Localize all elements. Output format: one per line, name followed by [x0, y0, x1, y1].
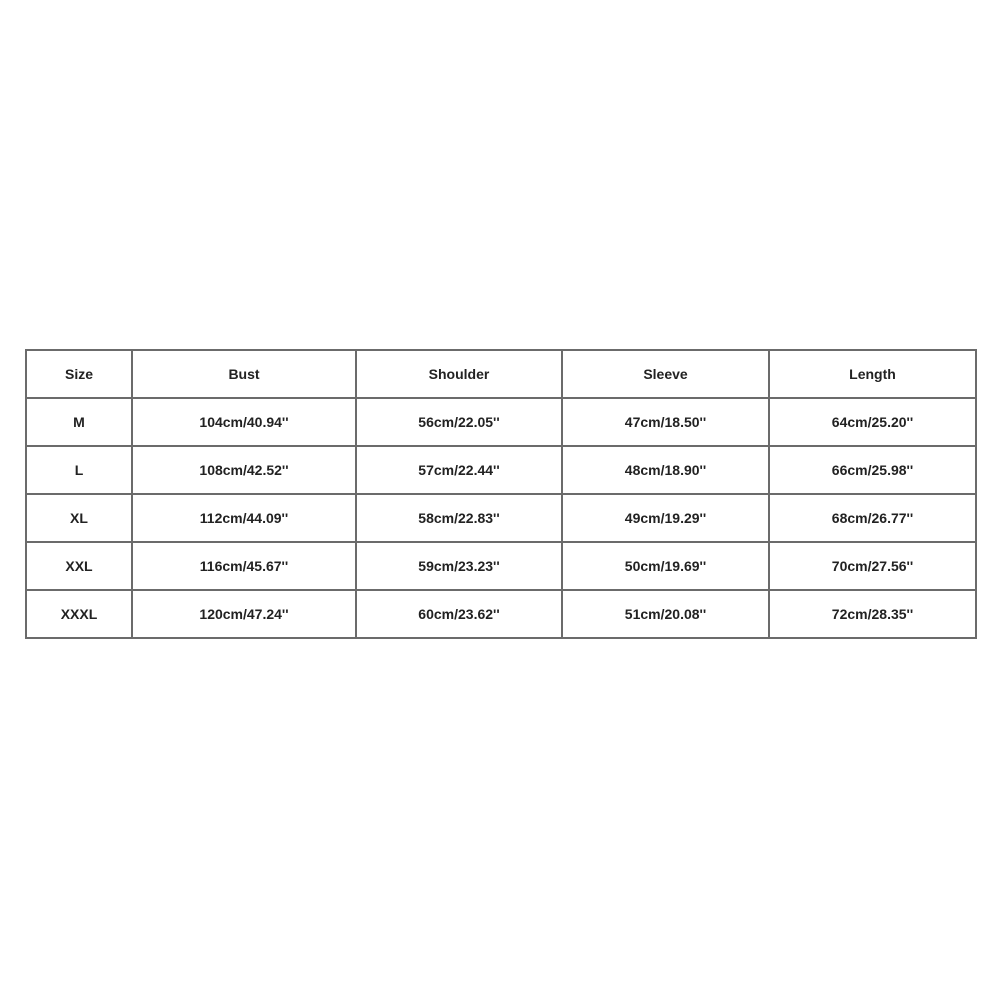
- header-shoulder: Shoulder: [356, 350, 562, 398]
- cell-shoulder: 58cm/22.83'': [356, 494, 562, 542]
- cell-sleeve: 50cm/19.69'': [562, 542, 769, 590]
- cell-size: XXL: [26, 542, 132, 590]
- table-row: [26, 398, 976, 446]
- cell-shoulder: 56cm/22.05'': [356, 398, 562, 446]
- cell-sleeve: 48cm/18.90'': [562, 446, 769, 494]
- table-row: [26, 494, 976, 542]
- cell-bust: 120cm/47.24'': [132, 590, 356, 638]
- cell-sleeve: 47cm/18.50'': [562, 398, 769, 446]
- cell-size: L: [26, 446, 132, 494]
- cell-shoulder: 60cm/23.62'': [356, 590, 562, 638]
- table-row: [26, 446, 976, 494]
- cell-bust: 112cm/44.09'': [132, 494, 356, 542]
- cell-length: 70cm/27.56'': [769, 542, 976, 590]
- cell-shoulder: 59cm/23.23'': [356, 542, 562, 590]
- size-chart-table: [25, 349, 977, 639]
- cell-length: 68cm/26.77'': [769, 494, 976, 542]
- header-length: Length: [769, 350, 976, 398]
- header-sleeve: Sleeve: [562, 350, 769, 398]
- table-row: [26, 542, 976, 590]
- cell-sleeve: 49cm/19.29'': [562, 494, 769, 542]
- cell-size: XL: [26, 494, 132, 542]
- header-row: [26, 350, 976, 398]
- cell-bust: 108cm/42.52'': [132, 446, 356, 494]
- header-size: Size: [26, 350, 132, 398]
- cell-sleeve: 51cm/20.08'': [562, 590, 769, 638]
- cell-length: 66cm/25.98'': [769, 446, 976, 494]
- cell-size: M: [26, 398, 132, 446]
- cell-size: XXXL: [26, 590, 132, 638]
- header-bust: Bust: [132, 350, 356, 398]
- table-row: [26, 590, 976, 638]
- cell-length: 64cm/25.20'': [769, 398, 976, 446]
- cell-length: 72cm/28.35'': [769, 590, 976, 638]
- cell-bust: 104cm/40.94'': [132, 398, 356, 446]
- cell-bust: 116cm/45.67'': [132, 542, 356, 590]
- cell-shoulder: 57cm/22.44'': [356, 446, 562, 494]
